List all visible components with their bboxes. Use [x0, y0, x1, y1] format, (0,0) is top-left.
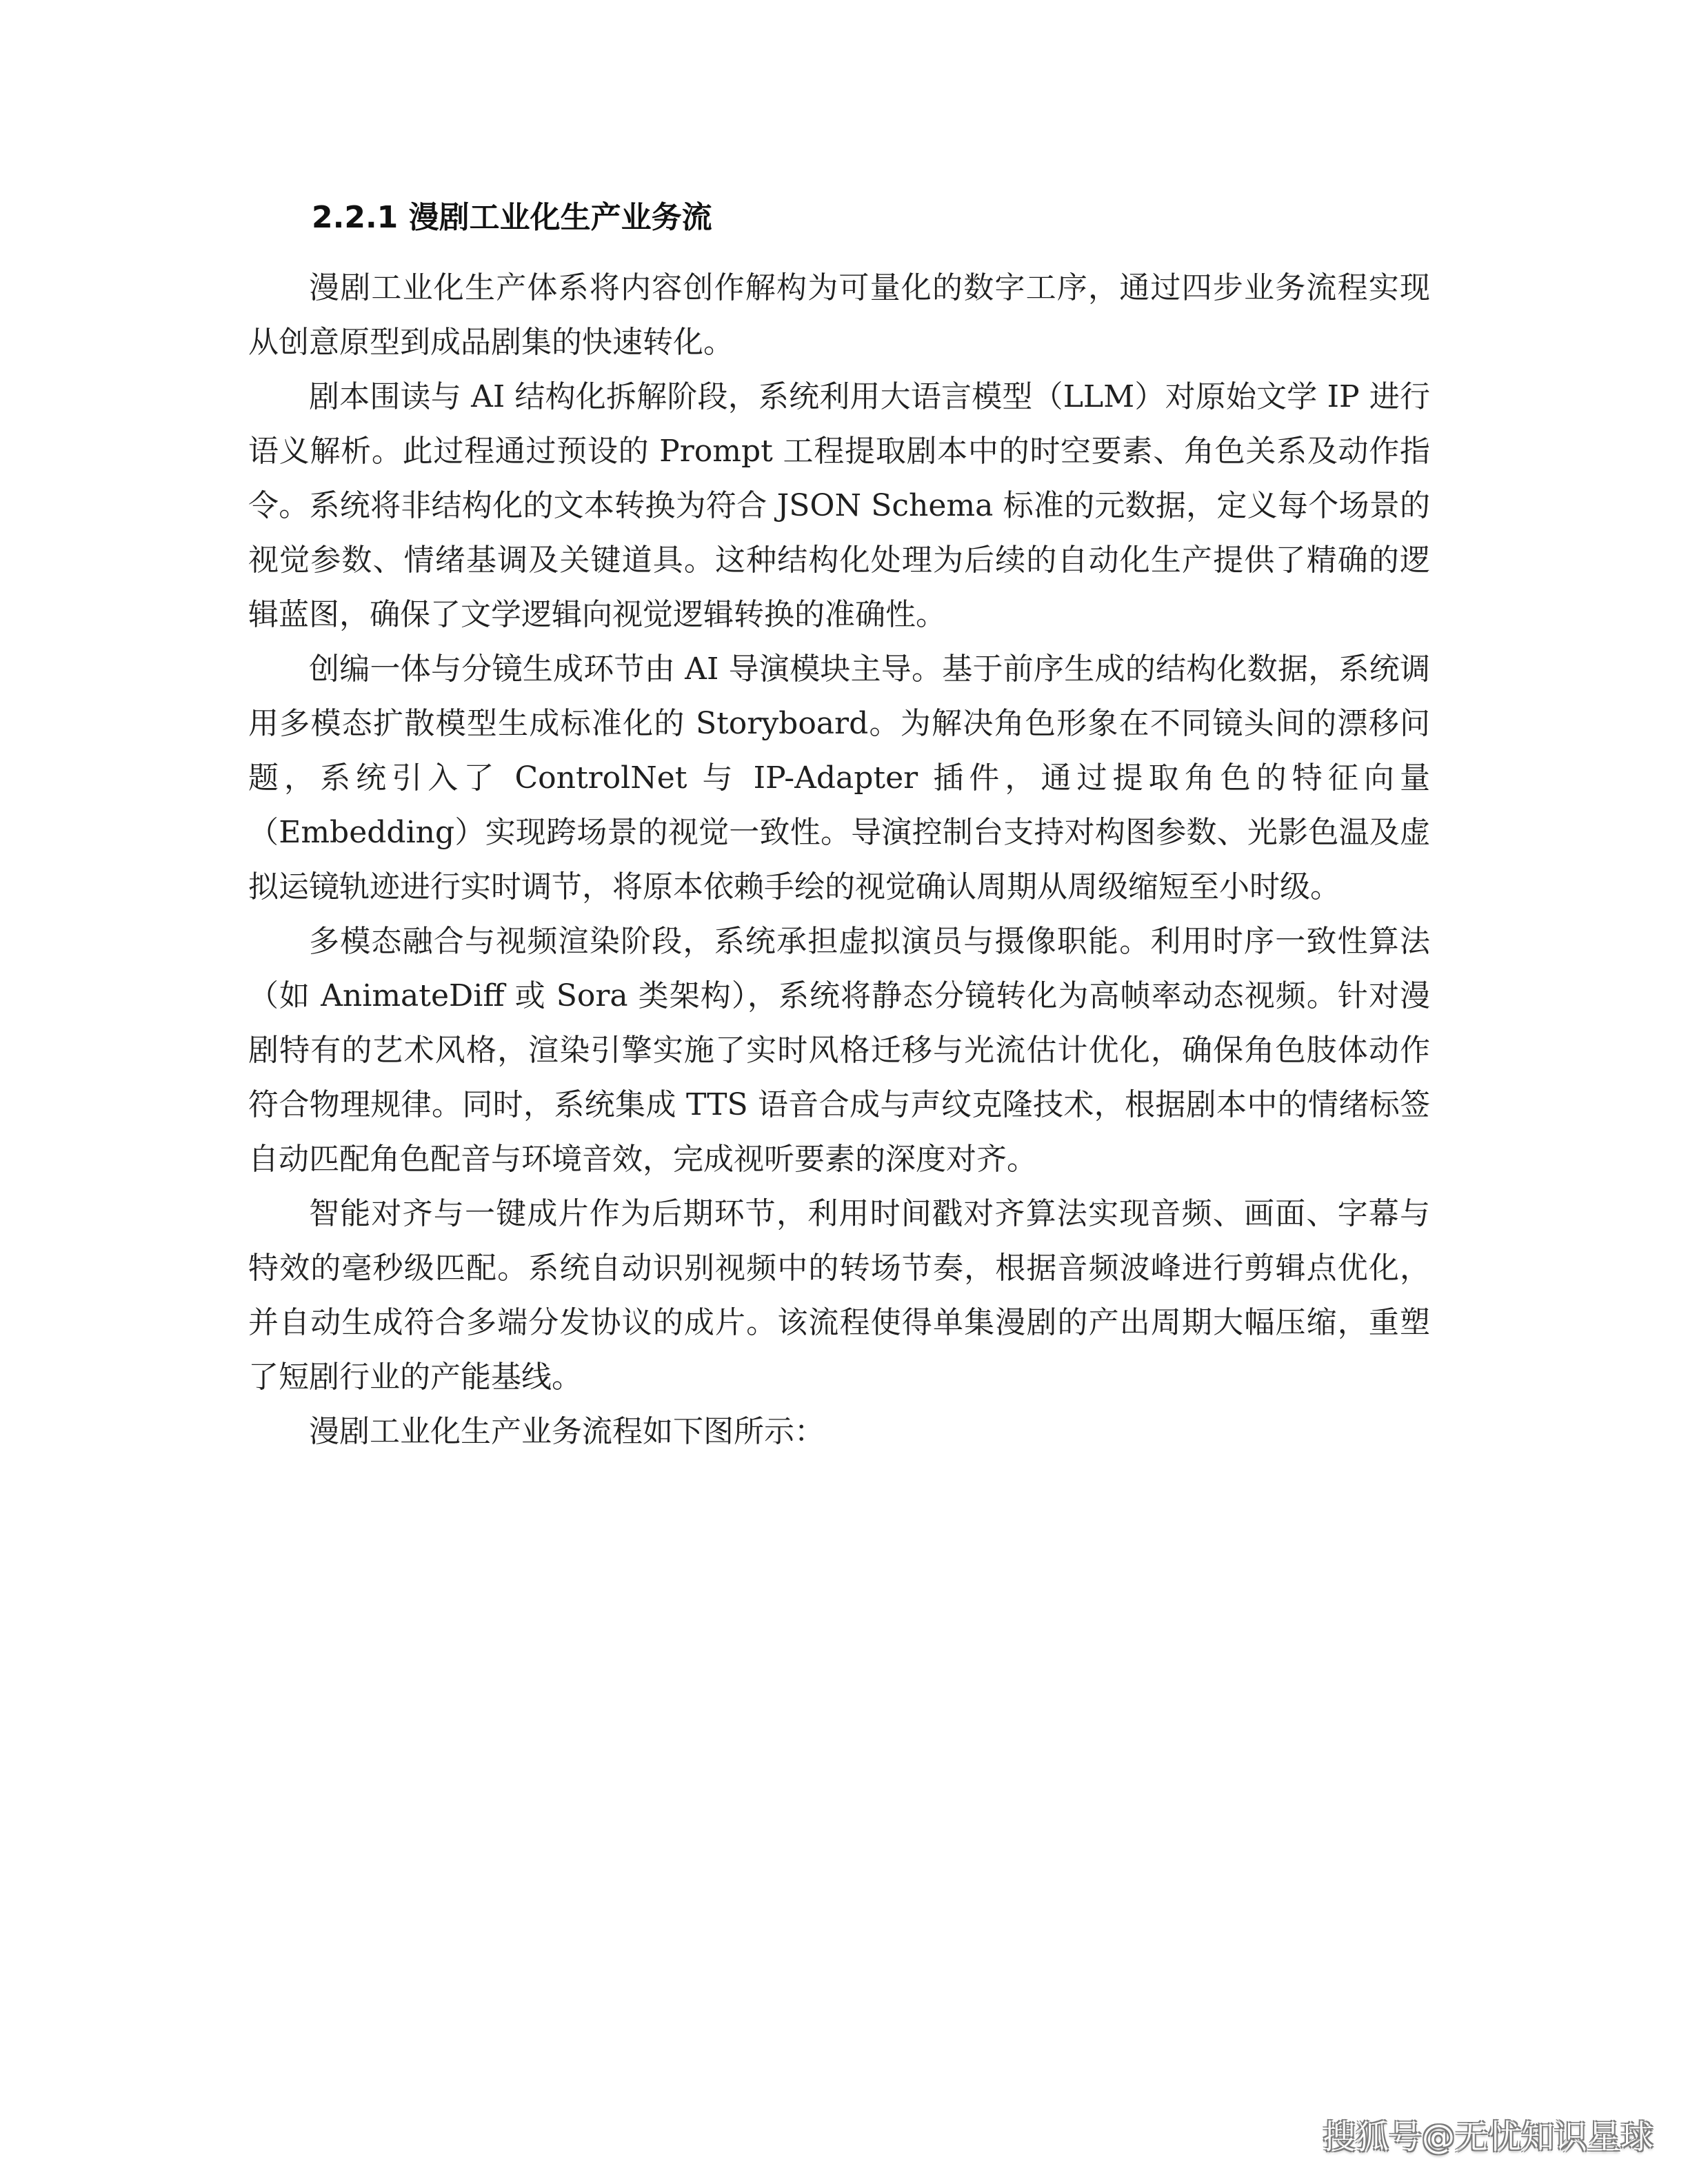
paragraph-storyboard: 创编一体与分镜生成环节由 AI 导演模块主导。基于前序生成的结构化数据，系统调用多模态扩散模型生成标准化的 Storyboard。为解决角色形象在不同镜头间的漂移问题，系统引入了 ControlNet 与 IP-Adapter 插件，通过提取角色的特征向量（Embedding）实现跨场景的视觉一致性。导演控制台支持对构图参数、光影色温及虚拟运镜轨迹进行实时调节，将原本依赖手绘的视觉确认周期从周级缩短至小时级。	[248, 651, 1430, 904]
paragraph-post-production: 智能对齐与一键成片作为后期环节，利用时间戳对齐算法实现音频、画面、字幕与特效的毫秒级匹配。系统自动识别视频中的转场节奏，根据音频波峰进行剪辑点优化，并自动生成符合多端分发协议的成片。该流程使得单集漫剧的产出周期大幅压缩，重塑了短剧行业的产能基线。	[248, 1196, 1430, 1395]
paragraph-figure-caption-lead: 漫剧工业化生产业务流程如下图所示：	[309, 1414, 825, 1449]
paragraph-script-breakdown: 剧本围读与 AI 结构化拆解阶段，系统利用大语言模型（LLM）对原始文学 IP 进行语义解析。此过程通过预设的 Prompt 工程提取剧本中的时空要素、角色关系及动作指令。系统将非结构化的文本转换为符合 JSON Schema 标准的元数据，定义每个场景的视觉参数、情绪基调及关键道具。这种结构化处理为后续的自动化生产提供了精确的逻辑蓝图，确保了文学逻辑向视觉逻辑转换的准确性。	[248, 379, 1430, 632]
paragraph-intro: 漫剧工业化生产体系将内容创作解构为可量化的数字工序，通过四步业务流程实现从创意原型到成品剧集的快速转化。	[248, 270, 1430, 360]
watermark: 搜狐号@无忧知识星球	[1322, 2118, 1654, 2156]
document-body	[248, 193, 1430, 1459]
paragraph-rendering: 多模态融合与视频渲染阶段，系统承担虚拟演员与摄像职能。利用时序一致性算法（如 AnimateDiff 或 Sora 类架构），系统将静态分镜转化为高帧率动态视频。针对漫剧特有的艺术风格，渲染引擎实施了实时风格迁移与光流估计优化，确保角色肢体动作符合物理规律。同时，系统集成 TTS 语音合成与声纹克隆技术，根据剧本中的情绪标签自动匹配角色配音与环境音效，完成视听要素的深度对齐。	[248, 924, 1430, 1177]
section-heading: 2.2.1 漫剧工业化生产业务流	[312, 200, 712, 235]
